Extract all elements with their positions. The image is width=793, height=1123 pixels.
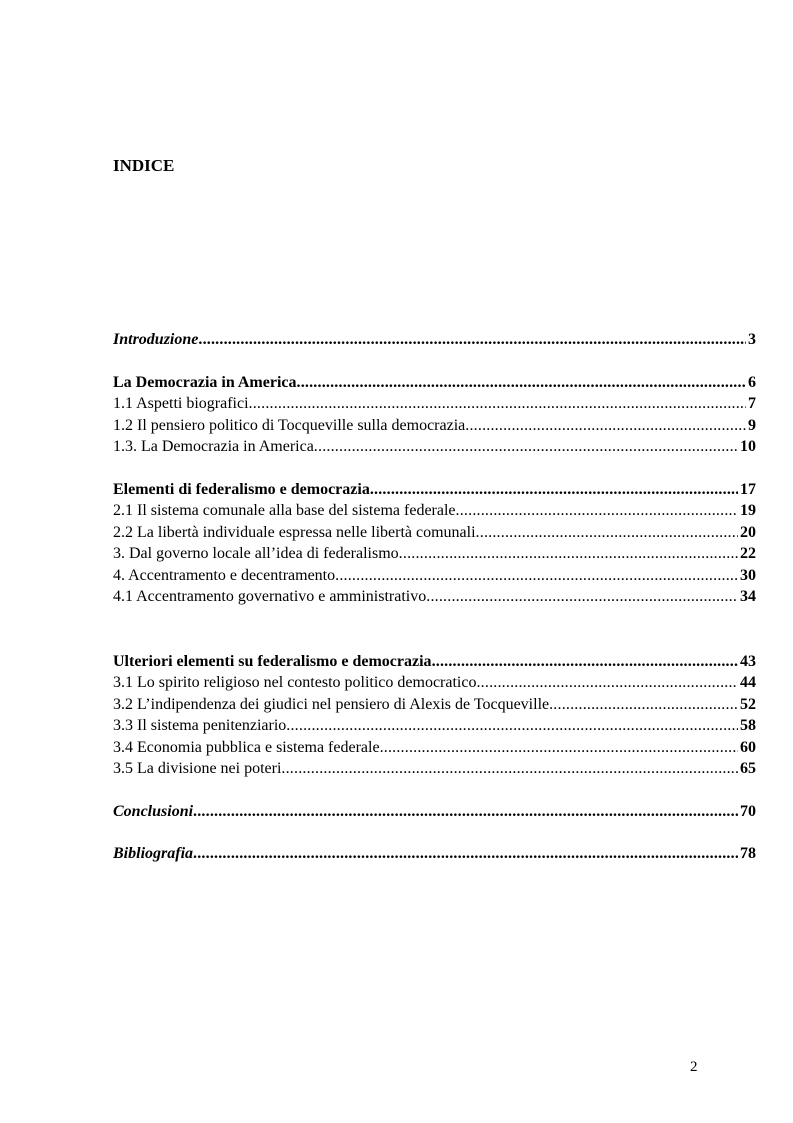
toc-entry-title: Conclusioni [113, 802, 194, 820]
toc-entry[interactable] [113, 672, 756, 694]
dot-leader [297, 372, 747, 394]
toc-entry-page: 60 [740, 738, 756, 756]
toc-entry-page: 19 [740, 502, 756, 519]
dot-leader [549, 694, 738, 716]
toc-entry[interactable] [113, 715, 756, 737]
toc-entry-title: 2.1 Il sistema comunale alla base del sistema federale [113, 502, 456, 519]
page-title: INDICE [113, 156, 175, 175]
toc-entry-page: 65 [740, 760, 756, 777]
toc-entry-bibliografia[interactable] [113, 843, 756, 865]
toc-entry-conclusioni[interactable] [113, 801, 756, 823]
dot-leader [476, 672, 738, 694]
toc-entry-page: 10 [740, 438, 756, 455]
toc-entry-title: 4. Accentramento e decentramento [113, 566, 336, 584]
dot-leader [198, 329, 746, 351]
toc-entry-page: 43 [740, 652, 756, 670]
toc-entry-introduzione[interactable] [113, 329, 756, 351]
toc-entry[interactable] [113, 393, 756, 415]
toc-entry-page: 17 [740, 480, 756, 498]
toc-entry[interactable] [113, 543, 756, 565]
toc-entry-title: 3.4 Economia pubblica e sistema federale [113, 738, 380, 756]
dot-leader [399, 543, 738, 565]
dot-leader [476, 522, 738, 544]
table-of-contents [113, 329, 756, 865]
toc-entry-title: 3.3 Il sistema penitenziario [113, 717, 287, 734]
dot-leader [193, 801, 738, 823]
toc-entry-page: 7 [748, 395, 756, 412]
toc-entry[interactable] [113, 436, 756, 458]
toc-entry[interactable] [113, 522, 756, 544]
toc-chapter-2[interactable] [113, 479, 756, 501]
toc-entry[interactable] [113, 737, 756, 759]
dot-leader [370, 479, 738, 501]
toc-entry-title: 3.1 Lo spirito religioso nel contesto politico democratico [113, 674, 477, 691]
toc-entry-title: Ulteriori elementi su federalismo e democrazia [113, 652, 432, 670]
toc-entry-page: 22 [740, 545, 756, 562]
dot-leader [335, 565, 738, 587]
toc-entry-page: 58 [740, 717, 756, 734]
toc-entry-page: 52 [740, 695, 756, 713]
toc-entry[interactable] [113, 758, 756, 780]
toc-entry-title: La Democrazia in America [113, 373, 297, 391]
toc-entry-page: 34 [740, 588, 756, 605]
toc-entry-title: 3.5 La divisione nei poteri [113, 760, 282, 777]
toc-entry-page: 9 [748, 416, 756, 434]
toc-entry-title: Introduzione [113, 331, 199, 348]
toc-entry[interactable] [113, 415, 756, 437]
toc-entry-title: Elementi di federalismo e democrazia [113, 480, 370, 498]
page-number: 2 [690, 1059, 698, 1075]
dot-leader [456, 500, 738, 522]
toc-entry-page: 44 [740, 674, 756, 691]
toc-entry-page: 70 [740, 802, 756, 820]
toc-entry-page: 20 [740, 523, 756, 541]
toc-chapter-1[interactable] [113, 372, 756, 394]
dot-leader [380, 737, 738, 759]
toc-entry[interactable] [113, 500, 756, 522]
toc-entry[interactable] [113, 694, 756, 716]
dot-leader [314, 436, 738, 458]
toc-entry-title: 1.2 Il pensiero politico di Tocqueville sulla democrazia [113, 416, 466, 434]
toc-entry-page: 3 [748, 331, 756, 348]
dot-leader [249, 393, 746, 415]
toc-entry[interactable] [113, 586, 756, 608]
toc-entry-title: 3. Dal governo locale all’idea di federalismo [113, 545, 399, 562]
dot-leader [193, 843, 738, 865]
toc-entry-title: Bibliografia [113, 845, 194, 862]
toc-entry-title: 1.1 Aspetti biografici [113, 395, 249, 412]
toc-entry-title: 1.3. La Democrazia in America [113, 438, 314, 455]
dot-leader [432, 651, 738, 673]
toc-entry-title: 4.1 Accentramento governativo e amministrativo [113, 588, 427, 605]
toc-entry-page: 30 [740, 566, 756, 584]
dot-leader [426, 586, 738, 608]
toc-entry-page: 6 [748, 373, 756, 391]
dot-leader [281, 758, 738, 780]
toc-entry-page: 78 [740, 845, 756, 862]
toc-chapter-3[interactable] [113, 651, 756, 673]
toc-entry-title: 3.2 L’indipendenza dei giudici nel pensiero di Alexis de Tocqueville [113, 695, 550, 713]
toc-entry[interactable] [113, 565, 756, 587]
toc-entry-title: 2.2 La libertà individuale espressa nelle libertà comunali [113, 523, 476, 541]
dot-leader [286, 715, 738, 737]
dot-leader [465, 415, 746, 437]
